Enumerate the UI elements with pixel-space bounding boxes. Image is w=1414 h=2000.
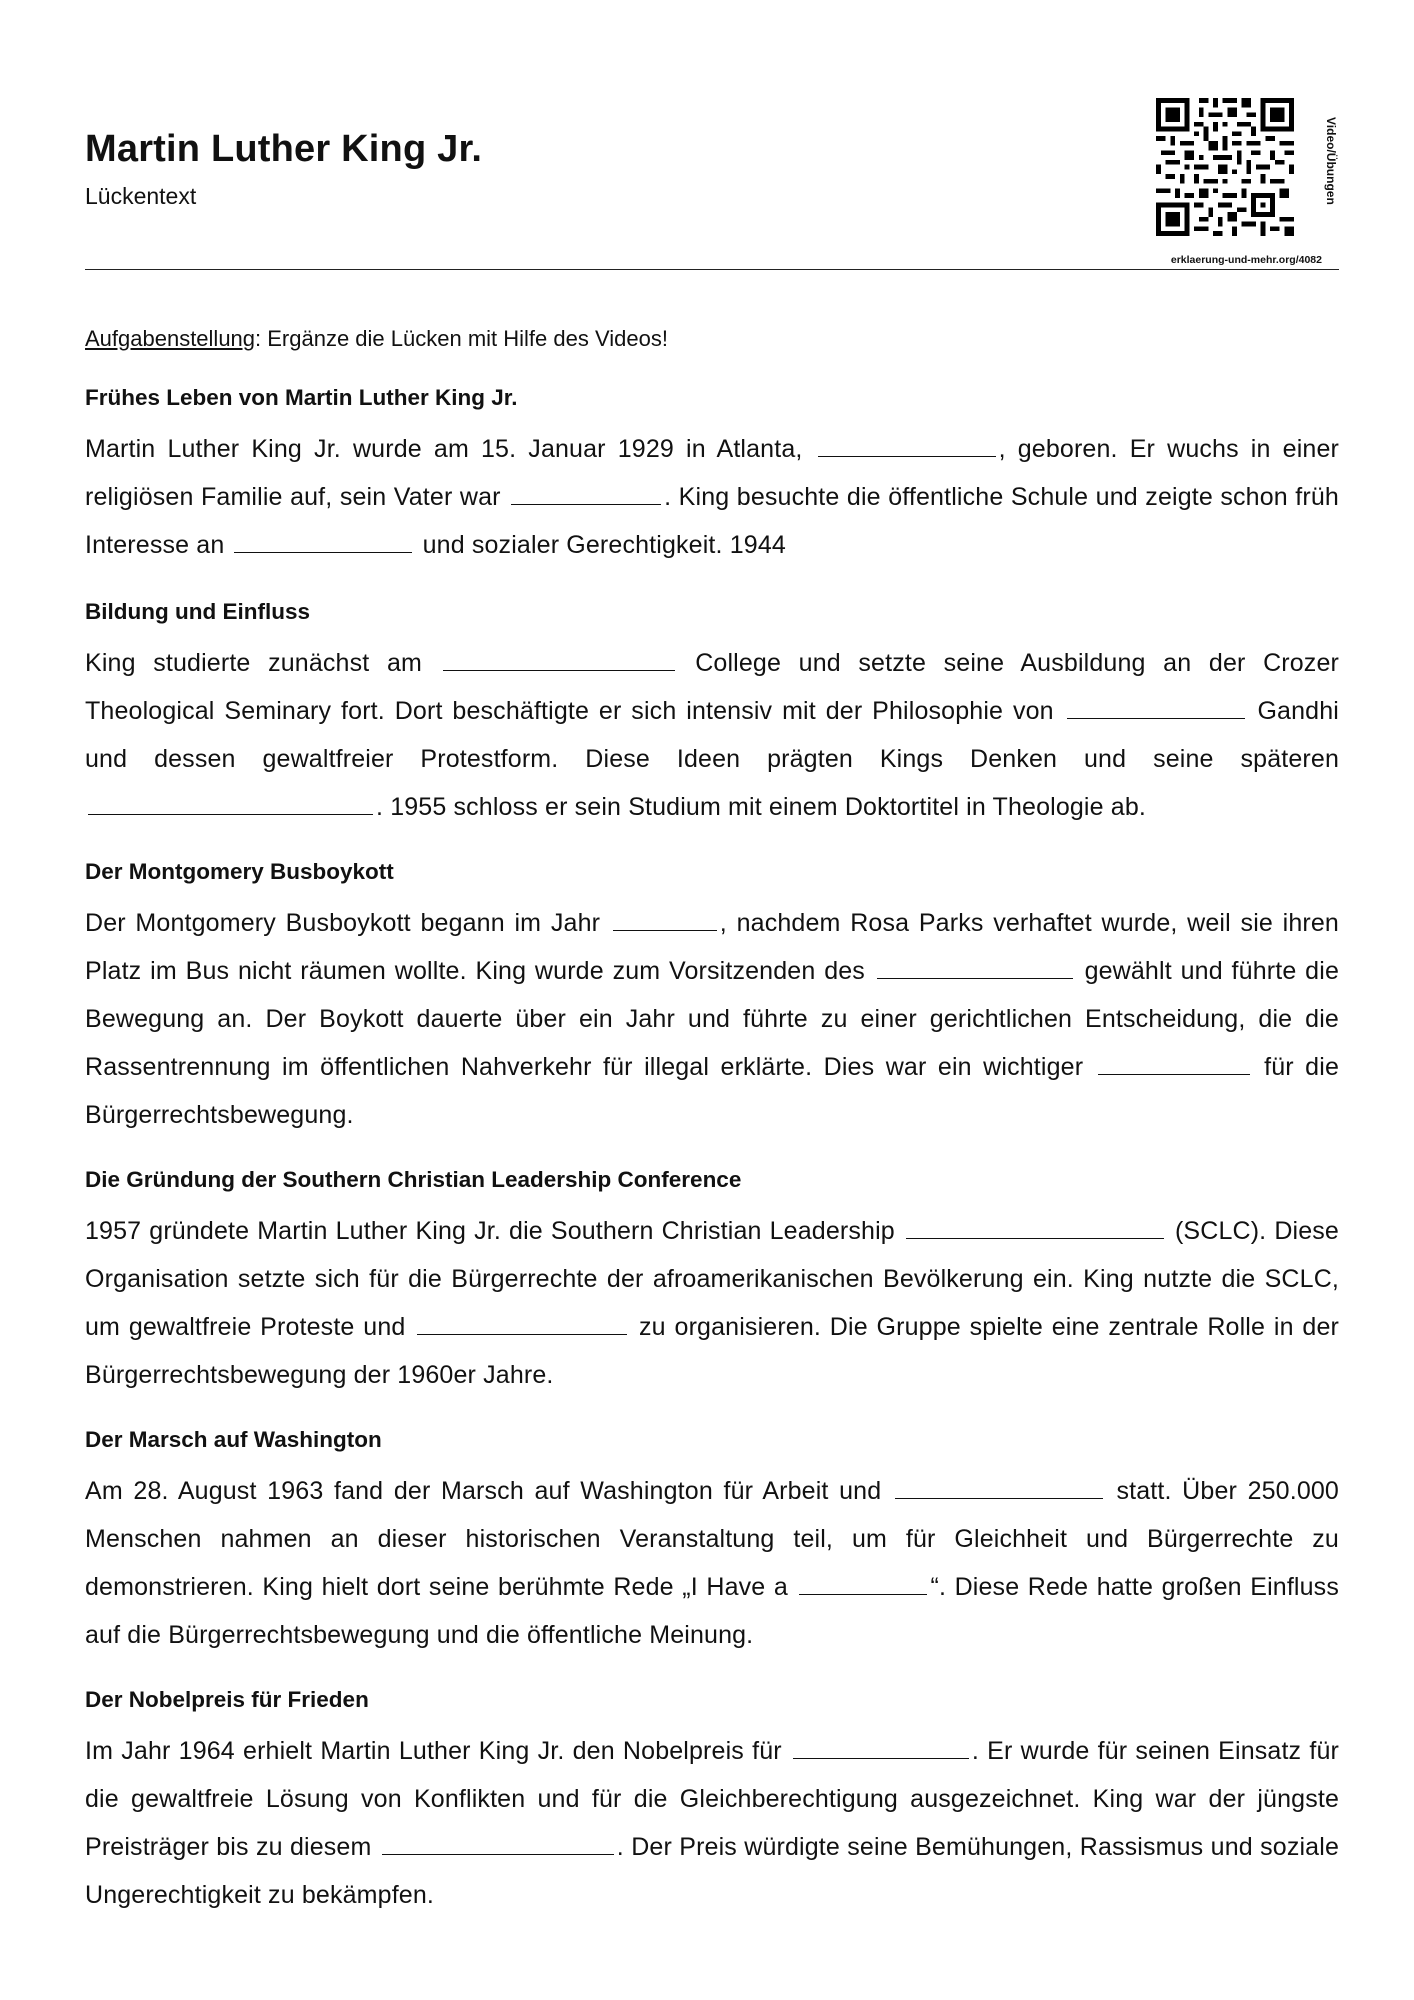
task-label: Aufgabenstellung: [85, 326, 256, 351]
section-education: [85, 597, 1339, 831]
qr-side-label: Video/Übungen: [1324, 117, 1338, 205]
section-early-life: [85, 383, 1339, 569]
text-segment: für die Bürgerrechtsbewegung.: [85, 1053, 1339, 1129]
section-heading: Der Montgomery Busboykott: [85, 859, 394, 884]
section-bus-boycott: [85, 857, 1339, 1139]
page-subtitle: Lückentext: [85, 183, 197, 209]
gap-blank[interactable]: [877, 956, 1073, 979]
gap-blank[interactable]: [613, 908, 717, 931]
gap-blank[interactable]: [895, 1476, 1103, 1499]
section-text: [85, 425, 1339, 569]
text-segment: . Der Preis würdigte seine Bemühungen, Rassismus und soziale Ungerechtigkeit zu bekämpfen.: [85, 1833, 1339, 1909]
text-segment: . King besuchte die öffentliche Schule und zeigte schon früh Interesse an: [85, 483, 1339, 559]
text-segment: Am 28. August 1963 fand der Marsch auf Washington für Arbeit und: [85, 1477, 892, 1505]
section-text: [85, 1207, 1339, 1399]
text-segment: , nachdem Rosa Parks verhaftet wurde, weil sie ihren Platz im Bus nicht räumen wollte. King wurde zum Vorsitzenden des: [85, 909, 1339, 985]
gap-blank[interactable]: [793, 1736, 969, 1759]
text-segment: College und setzte seine Ausbildung an der Crozer Theological Seminary fort. Dort beschäftigte er sich intensiv mit der Philosophie von: [85, 649, 1339, 725]
gap-blank[interactable]: [417, 1312, 627, 1335]
text-segment: King studierte zunächst am: [85, 649, 440, 677]
section-nobel-prize: [85, 1685, 1339, 1919]
task-instruction: [85, 326, 668, 352]
text-segment: , geboren. Er wuchs in einer religiösen Familie auf, sein Vater war: [85, 435, 1339, 511]
section-text: [85, 1467, 1339, 1659]
header-divider: [85, 269, 1339, 270]
text-segment: Gandhi und dessen gewaltfreier Protestform. Diese Ideen prägten Kings Denken und seine späteren: [85, 697, 1339, 773]
section-sclc: [85, 1165, 1339, 1399]
text-segment: . 1955 schloss er sein Studium mit einem Doktortitel in Theologie ab.: [376, 793, 1146, 821]
text-segment: gewählt und führte die Bewegung an. Der Boykott dauerte über ein Jahr und führte zu einer gerichtlichen Entscheidung, die die Rassentrennung im öffentlichen Nahverkehr für illegal erklärte. Dies war ein wichtiger: [85, 957, 1339, 1081]
gap-blank[interactable]: [234, 530, 412, 553]
section-text: [85, 639, 1339, 831]
text-segment: Der Montgomery Busboykott begann im Jahr: [85, 909, 610, 937]
text-segment: . Er wurde für seinen Einsatz für die gewaltfreie Lösung von Konflikten und für die Gleichberechtigung ausgezeichnet. King war der jüngste Preisträger bis zu diesem: [85, 1737, 1339, 1861]
gap-blank[interactable]: [382, 1832, 614, 1855]
section-heading: Bildung und Einfluss: [85, 599, 310, 624]
gap-blank[interactable]: [443, 648, 675, 671]
section-heading: Die Gründung der Southern Christian Leadership Conference: [85, 1167, 742, 1192]
gap-blank[interactable]: [906, 1216, 1164, 1239]
text-segment: zu organisieren. Die Gruppe spielte eine zentrale Rolle in der Bürgerrechtsbewegung der 1960er Jahre.: [85, 1313, 1339, 1389]
qr-url-link[interactable]: erklaerung-und-mehr.org/4082: [1170, 254, 1322, 266]
task-text: : Ergänze die Lücken mit Hilfe des Videos!: [255, 326, 668, 351]
text-segment: (SCLC). Diese Organisation setzte sich für die Bürgerrechte der afroamerikanischen Bevölkerung ein. King nutzte die SCLC, um gewaltfreie Proteste und: [85, 1217, 1339, 1341]
gap-blank[interactable]: [1098, 1052, 1250, 1075]
text-segment: und sozialer Gerechtigkeit. 1944: [415, 531, 786, 559]
gap-blank[interactable]: [818, 434, 996, 457]
page-title: Martin Luther King Jr.: [85, 128, 483, 170]
section-heading: Der Nobelpreis für Frieden: [85, 1687, 369, 1712]
section-heading: Frühes Leben von Martin Luther King Jr.: [85, 385, 518, 410]
section-march-on-washington: [85, 1425, 1339, 1659]
section-text: [85, 1727, 1339, 1919]
text-segment: “. Diese Rede hatte großen Einfluss auf die Bürgerrechtsbewegung und die öffentliche Meinung.: [85, 1573, 1339, 1649]
text-segment: Martin Luther King Jr. wurde am 15. Januar 1929 in Atlanta,: [85, 435, 815, 463]
gap-blank[interactable]: [799, 1572, 927, 1595]
qr-code-icon[interactable]: [1156, 98, 1294, 236]
text-segment: statt. Über 250.000 Menschen nahmen an dieser historischen Veranstaltung teil, um für Gleichheit und Bürgerrechte zu demonstrieren. King hielt dort seine berühmte Rede „I Have a: [85, 1477, 1339, 1601]
gap-blank[interactable]: [88, 792, 373, 815]
text-segment: 1957 gründete Martin Luther King Jr. die Southern Christian Leadership: [85, 1217, 903, 1245]
gap-blank[interactable]: [1067, 696, 1245, 719]
gap-blank[interactable]: [511, 482, 661, 505]
section-text: [85, 899, 1339, 1139]
section-heading: Der Marsch auf Washington: [85, 1427, 382, 1452]
text-segment: Im Jahr 1964 erhielt Martin Luther King Jr. den Nobelpreis für: [85, 1737, 790, 1765]
